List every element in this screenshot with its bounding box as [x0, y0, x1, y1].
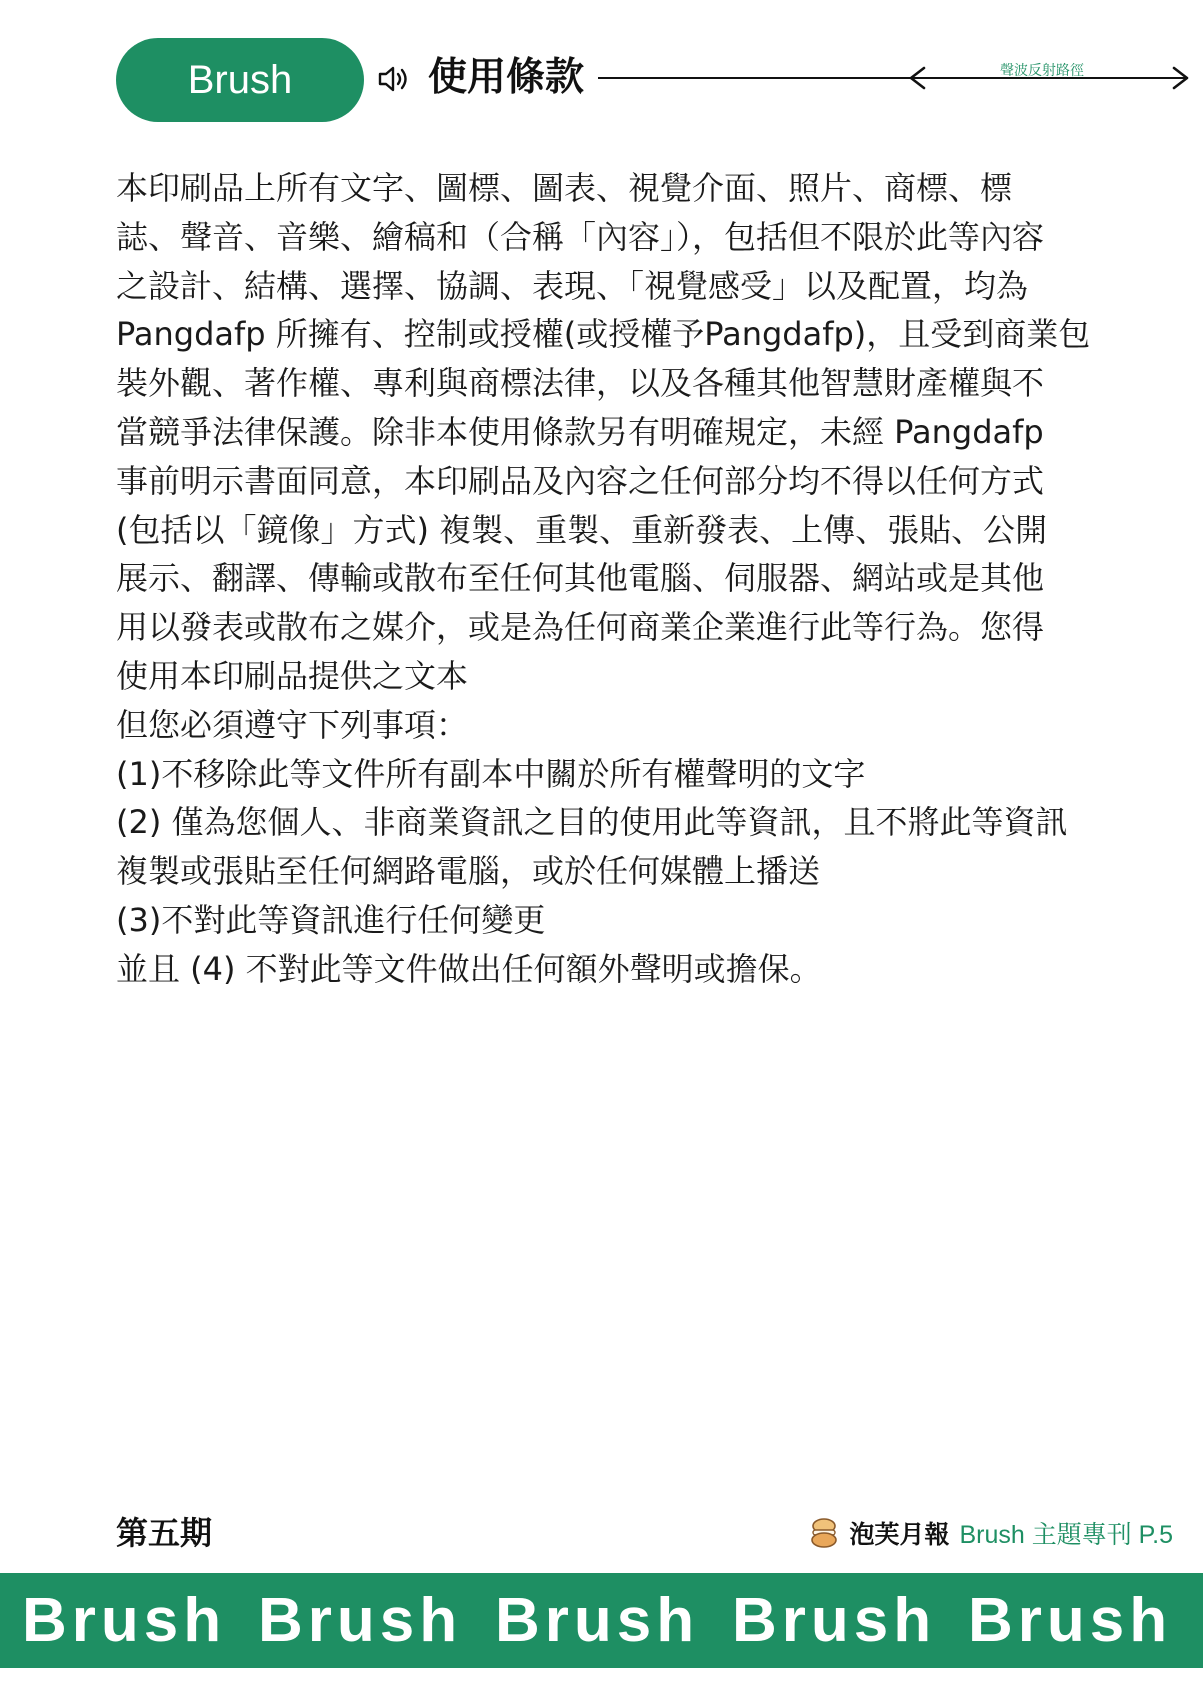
terms-line: (3)不對此等資訊進行任何變更 [116, 900, 546, 939]
terms-line: 誌、聲音、音樂、繪稿和（合稱「內容」），包括但不限於此等內容 [116, 217, 1045, 256]
band-word: Brush [495, 1586, 700, 1655]
band-word: Brush [22, 1586, 227, 1655]
band-word: Brush [968, 1586, 1173, 1655]
path-label: 聲波反射路徑 [1000, 63, 1084, 79]
terms-line: 但您必須遵守下列事項： [116, 705, 469, 744]
terms-line: (2) 僅為您個人、非商業資訊之目的使用此等資訊，且不將此等資訊 [116, 803, 1068, 842]
terms-line: 展示、翻譯、傳輸或散布至任何其他電腦、伺服器、網站或是其他 [116, 559, 1045, 598]
terms-line: 當競爭法律保護。除非本使用條款另有明確規定，未經 Pangdafp [116, 412, 1044, 451]
terms-line: 事前明示書面同意，本印刷品及內容之任何部分均不得以任何方式 [116, 461, 1045, 500]
issue-number: 第五期 [116, 1514, 213, 1552]
terms-body [116, 164, 1161, 994]
terms-line: 用以發表或散布之媒介，或是為任何商業企業進行此等行為。您得 [116, 608, 1045, 647]
terms-line: 複製或張貼至任何網路電腦，或於任何媒體上播送 [116, 852, 821, 891]
terms-line: (包括以「鏡像」方式) 複製、重製、重新發表、上傳、張貼、公開 [116, 510, 1048, 549]
brand-pill: Brush [116, 38, 364, 122]
cream-puff-icon [809, 1516, 839, 1550]
band-word: Brush [258, 1586, 463, 1655]
terms-line: 並且 (4) 不對此等文件做出任何額外聲明或擔保。 [116, 949, 822, 988]
magazine-footer [809, 1515, 1173, 1551]
brand-band [0, 1573, 1203, 1668]
sound-wave-rule [598, 77, 1188, 79]
terms-line: 使用本印刷品提供之文本 [116, 656, 469, 695]
terms-line: (1)不移除此等文件所有副本中關於所有權聲明的文字 [116, 754, 866, 793]
band-word: Brush [732, 1586, 937, 1655]
terms-line: 裝外觀、著作權、專利與商標法律，以及各種其他智慧財產權與不 [116, 364, 1045, 403]
magazine-name: 泡芙月報 [849, 1520, 950, 1549]
terms-line: 之設計、結構、選擇、協調、表現、「視覺感受」以及配置，均為 [116, 266, 1029, 305]
terms-line: Pangdafp 所擁有、控制或授權(或授權予Pangdafp)，且受到商業包 [116, 315, 1091, 354]
issue-title: Brush 主題專刊 P.5 [959, 1521, 1173, 1549]
arrow-left-icon [908, 66, 926, 90]
page-title: 使用條款 [428, 55, 585, 100]
terms-line: 本印刷品上所有文字、圖標、圖表、視覺介面、照片、商標、標 [116, 169, 1013, 207]
arrow-right-icon [1166, 66, 1190, 90]
speaker-icon [378, 64, 412, 94]
